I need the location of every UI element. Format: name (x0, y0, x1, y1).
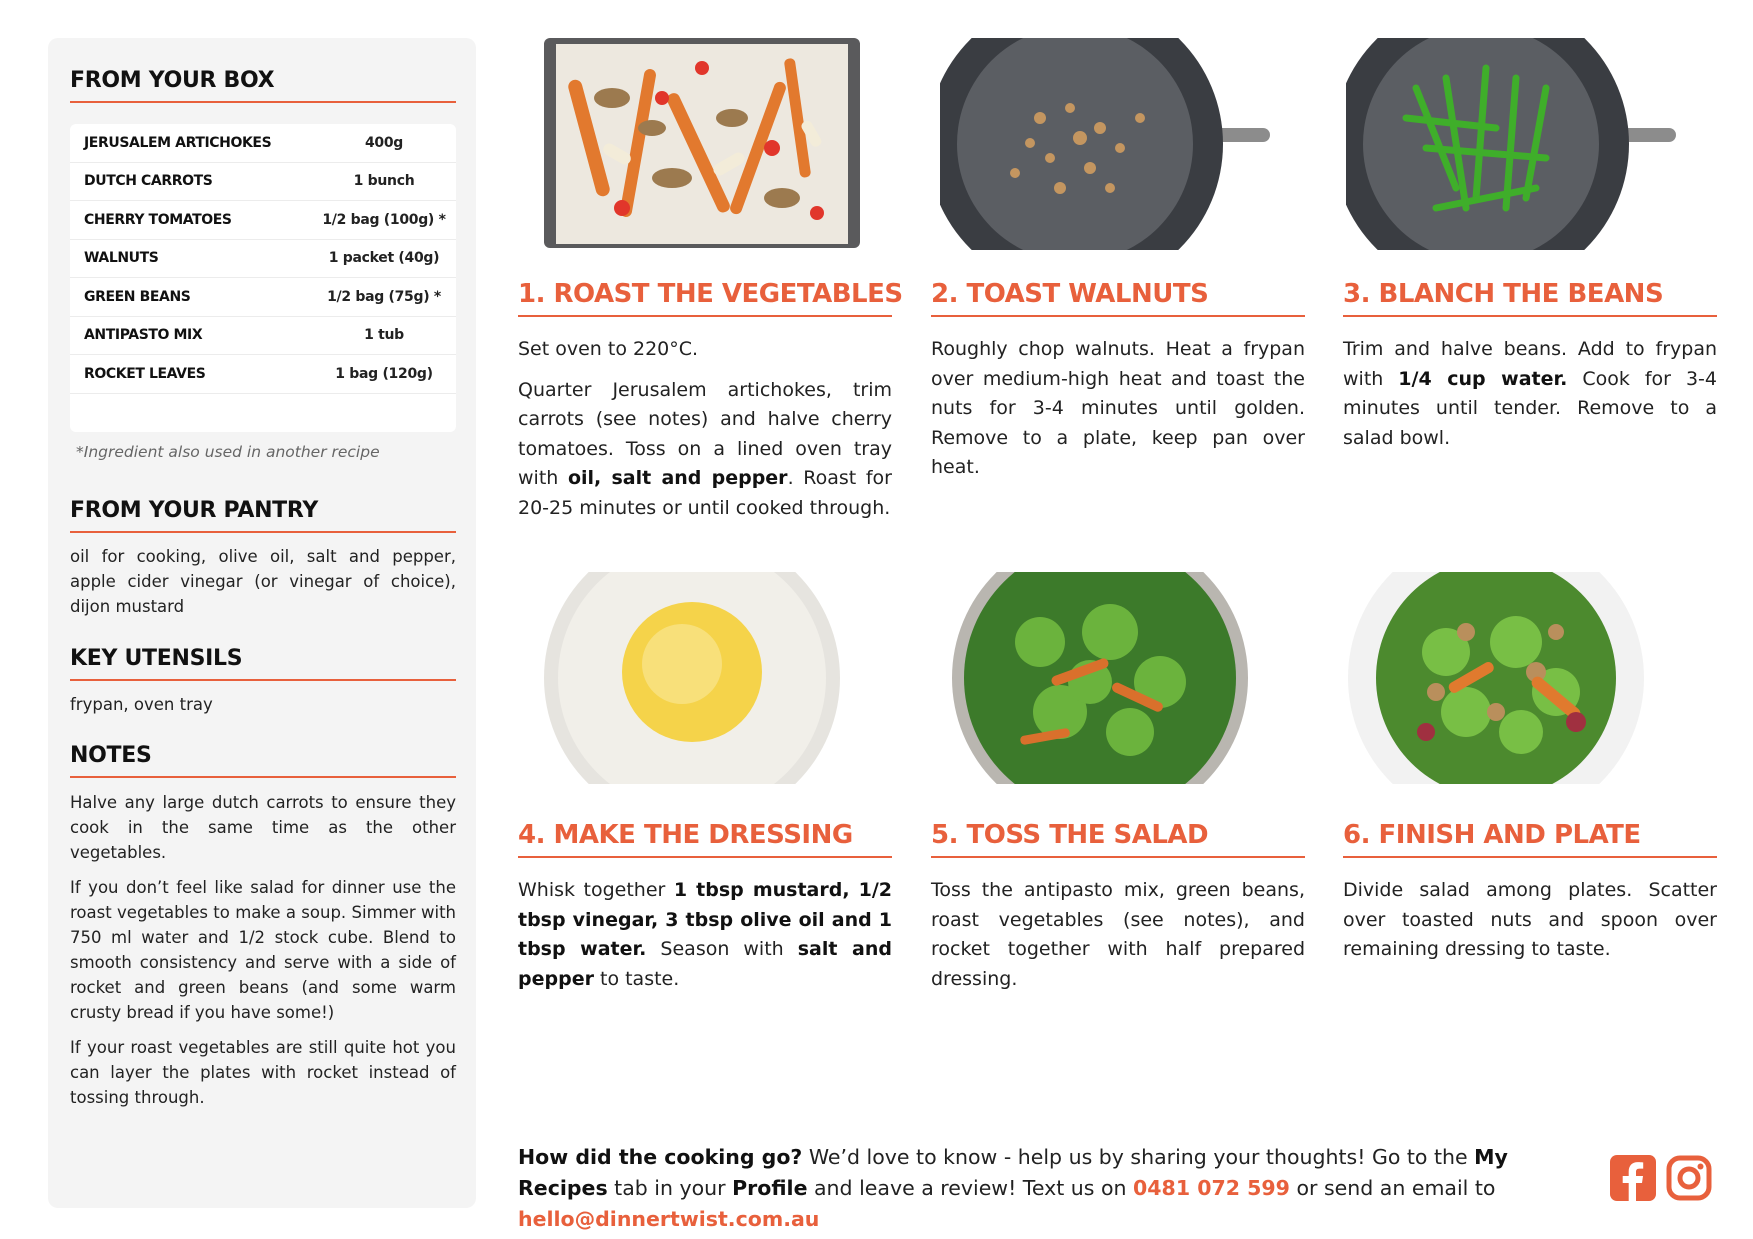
step-4-paragraph (518, 876, 892, 994)
ingredient-name: CHERRY TOMATOES (84, 211, 232, 228)
from-your-pantry-heading: FROM YOUR PANTRY (70, 498, 456, 533)
note-paragraph: If you don’t feel like salad for dinner use the roast vegetables to make a soup. Simmer with 750 ml water and 1/2 stock cube. Blend to smooth consistency and serve with a side of rocket and green beans (and some warm crusty bread if you have some!) (70, 878, 456, 1022)
ingredient-name: DUTCH CARROTS (84, 173, 213, 190)
ingredient-qty: 1 bag (120g) (335, 365, 433, 382)
ingredient-row (70, 163, 456, 202)
step-4-title: 4. MAKE THE DRESSING (518, 820, 892, 858)
from-your-box-heading: FROM YOUR BOX (70, 68, 456, 103)
pantry-list: oil for cooking, olive oil, salt and pepper, apple cider vinegar (or vinegar of choice), dijon mustard (70, 547, 456, 616)
step-text-span: . Roast for 20-25 minutes or until cooked through. (518, 467, 892, 519)
step-6-title: 6. FINISH AND PLATE (1343, 820, 1717, 858)
ingredient-qty: 1 tub (364, 327, 404, 344)
feedback-footer (518, 1142, 1578, 1235)
notes-text (70, 790, 456, 1110)
footer-text: We’d love to know - help us by sharing your thoughts! Go to the (802, 1145, 1475, 1169)
feedback-question: How did the cooking go? (518, 1145, 803, 1169)
ingredient-row (70, 201, 456, 240)
toss-salad-photo (940, 572, 1270, 784)
my-recipes-label: My Recipes (518, 1145, 1508, 1200)
step-4-text (518, 876, 892, 994)
step-text-span: Season with (646, 938, 798, 960)
ingredient-qty: 1 packet (40g) (328, 250, 440, 267)
step-bold-span: oil, salt and pepper (567, 467, 788, 489)
ingredient-row (70, 278, 456, 317)
beans-frypan-photo (1346, 38, 1676, 250)
step-2-paragraph: Roughly chop walnuts. Heat a frypan over medium-high heat and toast the nuts for 3-4 minutes until golden. Remove to a plate, keep pan over heat. (931, 338, 1305, 478)
ingredient-name: GREEN BEANS (84, 288, 191, 305)
ingredient-qty: 1 bunch (353, 173, 415, 190)
ingredients-table (70, 124, 456, 432)
utensils-list: frypan, oven tray (70, 695, 213, 714)
ingredient-row (70, 317, 456, 356)
ingredient-name: ROCKET LEAVES (84, 365, 206, 382)
notes-heading: NOTES (70, 743, 456, 778)
step-text-span: to taste. (593, 967, 680, 990)
footer-text: tab in your (607, 1176, 733, 1200)
step-text-span: Quarter Jerusalem artichokes, trim carrots (see notes) and halve cherry tomatoes. Toss on a lined oven tray with (518, 378, 892, 489)
footer-text: or send an email to (1289, 1176, 1496, 1200)
ingredient-row (70, 355, 456, 394)
step-text-span: Cook for 3-4 minutes until tender. Remove to a salad bowl. (1343, 367, 1717, 449)
profile-label: Profile (732, 1176, 808, 1200)
phone-link[interactable]: 0481 072 599 (1133, 1176, 1290, 1200)
pantry-text (70, 544, 456, 619)
step-1-title: 1. ROAST THE VEGETABLES (518, 279, 892, 317)
step-6-text (1343, 876, 1717, 965)
key-utensils-heading: KEY UTENSILS (70, 646, 456, 681)
step-text-span: Whisk together (518, 879, 674, 901)
note-paragraph: Halve any large dutch carrots to ensure they cook in the same time as the other vegetables. (70, 793, 456, 862)
step-6-paragraph: Divide salad among plates. Scatter over toasted nuts and spoon over remaining dressing to taste. (1343, 879, 1717, 960)
dressing-bowl-photo (542, 572, 872, 784)
instagram-icon[interactable] (1666, 1155, 1712, 1201)
ingredient-qty: 1/2 bag (100g) * (322, 211, 446, 228)
ingredient-row (70, 240, 456, 279)
ingredient-qty: 400g (364, 134, 404, 151)
step-5-text (931, 876, 1305, 994)
utensils-text (70, 692, 456, 717)
ingredient-name: WALNUTS (84, 250, 159, 267)
step-5-title: 5. TOSS THE SALAD (931, 820, 1305, 858)
step-text-span: Trim and halve beans. Add to frypan with (1343, 338, 1717, 390)
step-bold-span: 1 tbsp mustard, 1/2 tbsp vinegar, 3 tbsp olive oil and 1 tbsp water. (518, 879, 893, 960)
step-1-paragraph (518, 376, 892, 524)
note-paragraph: If your roast vegetables are still quite hot you can layer the plates with rocket instead of tossing through. (70, 1038, 456, 1107)
footer-text: and leave a review! Text us on (807, 1176, 1134, 1200)
ingredient-name: ANTIPASTO MIX (84, 327, 203, 344)
email-link[interactable]: hello@dinnertwist.com.au (518, 1207, 820, 1231)
roast-tray-photo (542, 38, 872, 250)
ingredient-name: JERUSALEM ARTICHOKES (84, 134, 272, 151)
facebook-icon[interactable] (1610, 1155, 1656, 1201)
step-3-text (1343, 335, 1717, 453)
ingredients-sidebar (48, 38, 476, 1208)
ingredient-row (70, 124, 456, 163)
step-3-paragraph (1343, 335, 1717, 453)
step-bold-span: salt and pepper (518, 938, 892, 990)
step-3-title: 3. BLANCH THE BEANS (1343, 279, 1717, 317)
walnut-frypan-photo (940, 38, 1270, 250)
step-bold-span: 1/4 cup water. (1398, 367, 1568, 390)
step-5-paragraph: Toss the antipasto mix, green beans, roast vegetables (see notes), and rocket together with half prepared dressing. (931, 879, 1305, 990)
finished-plate-photo (1346, 572, 1676, 784)
step-2-text (931, 335, 1305, 483)
ingredient-qty: 1/2 bag (75g) * (327, 288, 441, 305)
ingredient-footnote: *Ingredient also used in another recipe (76, 443, 380, 461)
step-2-title: 2. TOAST WALNUTS (931, 279, 1305, 317)
step-1-text (518, 335, 892, 523)
step-1-paragraph: Set oven to 220°C. (518, 338, 699, 360)
